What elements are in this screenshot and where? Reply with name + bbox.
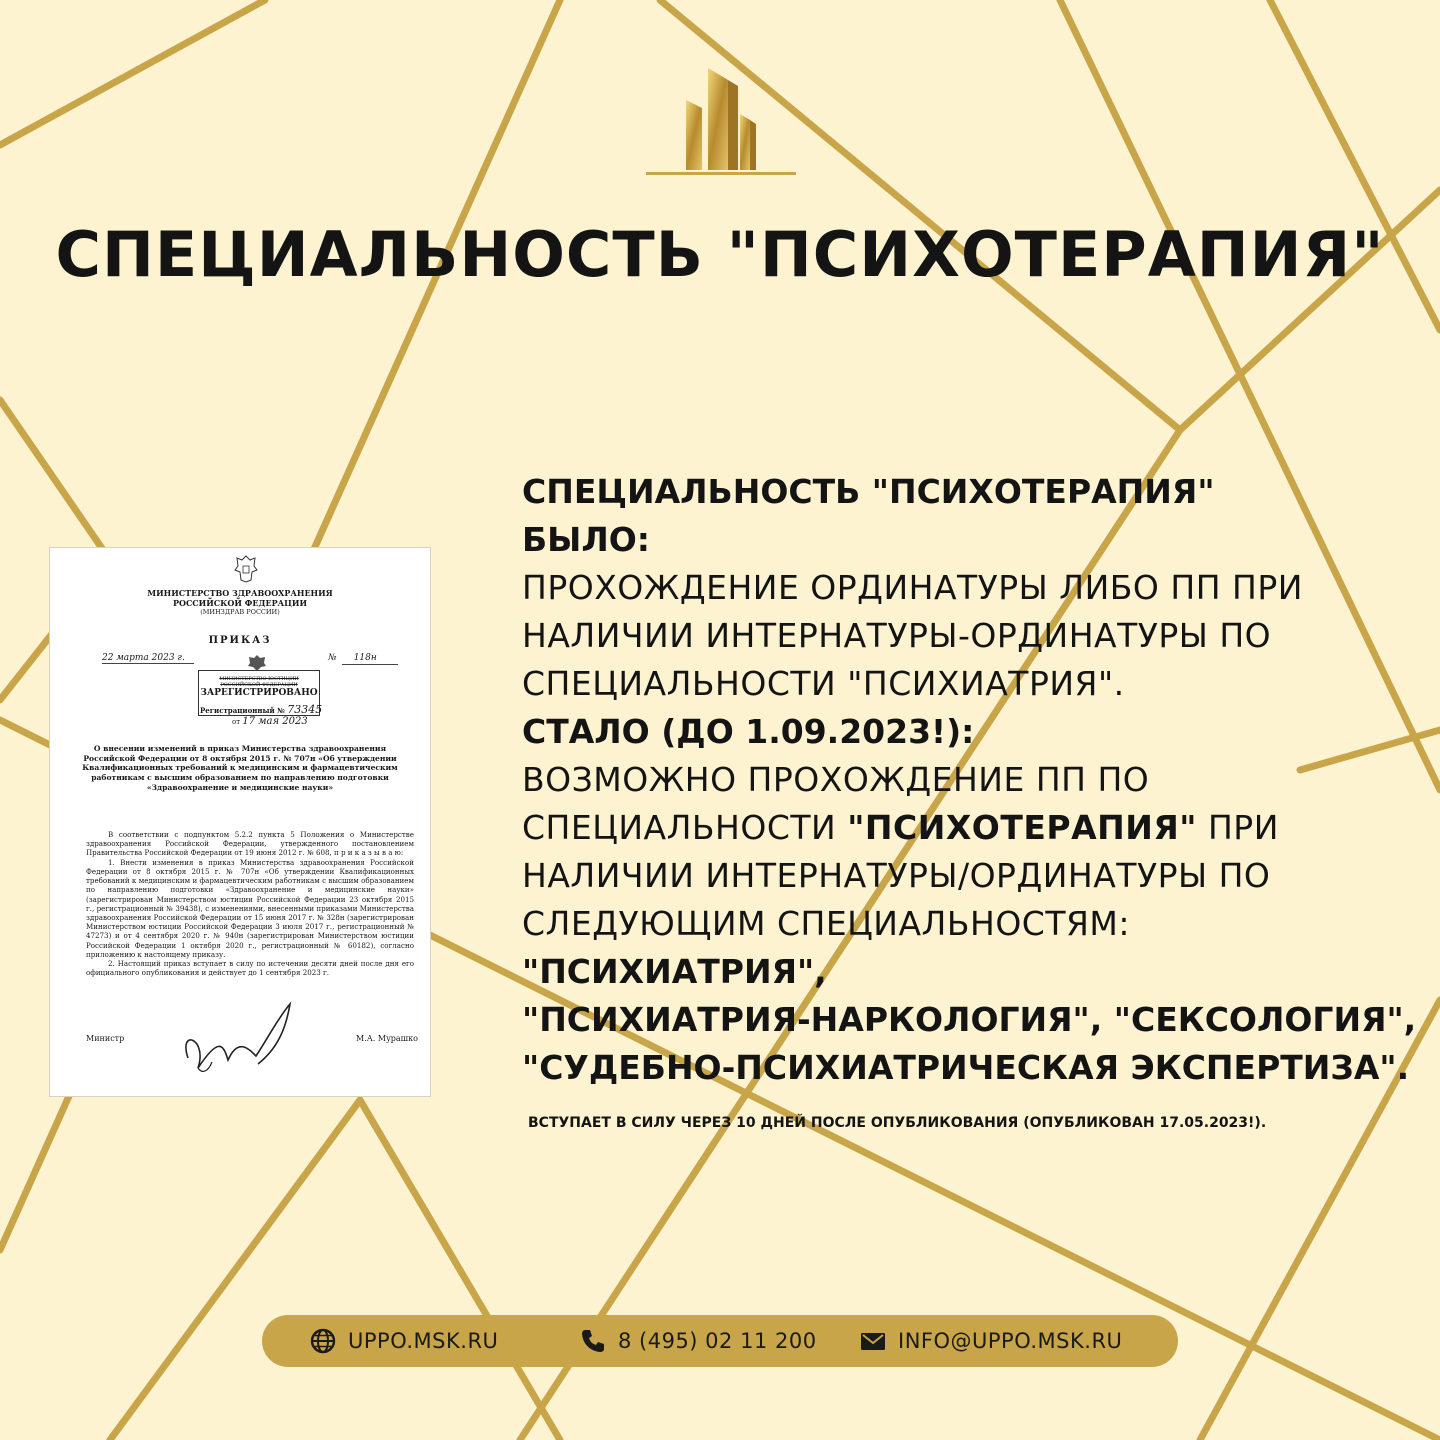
document-order-title: ПРИКАЗ xyxy=(208,635,272,646)
stamp-registration-date xyxy=(232,716,308,727)
russian-emblem-icon xyxy=(233,554,259,584)
document-body xyxy=(86,830,414,978)
minister-signature xyxy=(168,998,308,1078)
specialty-list-line: "СУДЕБНО-ПСИХИАТРИЧЕСКАЯ ЭКСПЕРТИЗА". xyxy=(522,1048,1410,1087)
document-number-label: № xyxy=(328,653,337,663)
content-heading: СПЕЦИАЛЬНОСТЬ "ПСИХОТЕРАПИЯ" xyxy=(522,472,1215,511)
now-text-line: СЛЕДУЮЩИМ СПЕЦИАЛЬНОСТЯМ: xyxy=(522,904,1131,943)
globe-icon xyxy=(310,1328,336,1354)
specialty-info xyxy=(522,468,1422,1092)
phone-link[interactable] xyxy=(580,1327,817,1355)
document-paragraph: В соответствии с подпунктом 5.2.2 пункта 5 Положения о Министерстве здравоохранения Российской Федерации, утвержденного постановлением Правительства Российской Федерации от 19 июня 2012 г. № 608, п р и к а з ы в а ю: xyxy=(86,830,414,858)
order-document-scan xyxy=(50,548,430,1096)
stamp-registration-number xyxy=(200,703,322,716)
now-text-line: ВОЗМОЖНО ПРОХОЖДЕНИЕ ПП ПО xyxy=(522,760,1150,799)
stamp-regnum-label: Регистрационный № xyxy=(200,706,285,715)
document-number xyxy=(328,653,377,663)
was-text-line: ПРОХОЖДЕНИЕ ОРДИНАТУРЫ ЛИБО ПП ПРИ xyxy=(522,568,1303,607)
now-text-specialty: "ПСИХОТЕРАПИЯ" xyxy=(847,808,1197,847)
document-signer-name: М.А. Мурашко xyxy=(356,1034,418,1043)
was-text-line: СПЕЦИАЛЬНОСТИ "ПСИХИАТРИЯ". xyxy=(522,664,1125,703)
now-label: СТАЛО (ДО 1.09.2023!): xyxy=(522,712,975,751)
document-number-value: 118н xyxy=(353,653,377,663)
document-paragraph: 2. Настоящий приказ вступает в силу по истечении десяти дней после дня его официального опубликования и действует до 1 сентября 2023 г. xyxy=(86,959,414,978)
stamp-from-value: 17 мая 2023 xyxy=(242,716,308,727)
now-text-part: ПРИ xyxy=(1196,808,1279,847)
stamp-ministry-text: МИНИСТЕРСТВО ЮСТИЦИИ РОССИЙСКОЙ ФЕДЕРАЦИИ xyxy=(219,676,299,688)
document-number-underline xyxy=(342,664,398,665)
envelope-icon xyxy=(860,1328,886,1354)
document-paragraph: 1. Внести изменения в приказ Министерства здравоохранения Российской Федерации от 8 октября 2015 г. № 707н «Об утверждении Квалификационных требований к медицинским и фармацевтическим работникам с высшим образованием по направлению подготовки «Здравоохранение и медицинские науки» (зарегистрирован Министерством юстиции Российской Федерации 23 октября 2015 г., регистрационный № 39438), с изменениями, внесенными приказами Министерства здравоохранения Российской Федерации от 15 июня 2017 г. № 328н (зарегистрирован Министерством юстиции Российской Федерации 3 июля 2017 г., регистрационный № 47273) и от 4 сентября 2020 г. № 940н (зарегистрирован Министерством юстиции Российской Федерации 1 октября 2020 г., регистрационный № 60182), согласно приложению к настоящему приказу. xyxy=(86,857,414,959)
ministry-abbreviation: (МИНЗДРАВ РОССИИ) xyxy=(200,608,280,616)
stamp-registered-text: ЗАРЕГИСТРИРОВАНО xyxy=(200,688,318,698)
website-link[interactable] xyxy=(310,1327,498,1355)
phone-text: 8 (495) 02 11 200 xyxy=(618,1329,817,1353)
email-text: INFO@UPPO.MSK.RU xyxy=(898,1329,1123,1353)
document-minister-label: Министр xyxy=(86,1034,125,1043)
website-text: UPPO.MSK.RU xyxy=(348,1329,499,1353)
phone-icon xyxy=(580,1328,606,1354)
stamp-regnum-value: 73345 xyxy=(287,703,323,716)
email-link[interactable] xyxy=(860,1327,1122,1355)
was-label: БЫЛО: xyxy=(522,520,651,559)
now-text-part: СПЕЦИАЛЬНОСТИ xyxy=(522,808,848,847)
document-ministry-header xyxy=(50,588,430,616)
page-title: СПЕЦИАЛЬНОСТЬ "ПСИХОТЕРАПИЯ" xyxy=(55,218,1385,291)
building-logo-icon xyxy=(646,60,796,180)
was-text-line: НАЛИЧИИ ИНТЕРНАТУРЫ-ОРДИНАТУРЫ ПО xyxy=(522,616,1272,655)
now-text-line xyxy=(522,804,1422,852)
effective-date-note: ВСТУПАЕТ В СИЛУ ЧЕРЕЗ 10 ДНЕЙ ПОСЛЕ ОПУБЛИКОВАНИЯ (ОПУБЛИКОВАН 17.05.2023!). xyxy=(528,1115,1267,1131)
specialty-list-line: "ПСИХИАТРИЯ", xyxy=(522,952,827,991)
stamp-from-label: от xyxy=(232,718,241,726)
registration-stamp xyxy=(198,654,322,732)
ministry-line-2: РОССИЙСКОЙ ФЕДЕРАЦИИ xyxy=(172,598,308,608)
now-text-line: НАЛИЧИИ ИНТЕРНАТУРЫ/ОРДИНАТУРЫ ПО xyxy=(522,856,1271,895)
document-subject: О внесении изменений в приказ Министерства здравоохранения Российской Федерации от 8 октября 2015 г. № 707н «Об утверждении Квалификационных требований к медицинским и фармацевтическим работникам с высшим образованием по направлению подготовки «Здравоохранение и медицинские науки» xyxy=(82,744,398,792)
ministry-line-1: МИНИСТЕРСТВО ЗДРАВООХРАНЕНИЯ xyxy=(147,588,333,598)
document-date: 22 марта 2023 г. xyxy=(102,653,194,664)
contact-bar xyxy=(262,1315,1178,1367)
specialty-list-line: "ПСИХИАТРИЯ-НАРКОЛОГИЯ", "СЕКСОЛОГИЯ", xyxy=(522,1000,1417,1039)
